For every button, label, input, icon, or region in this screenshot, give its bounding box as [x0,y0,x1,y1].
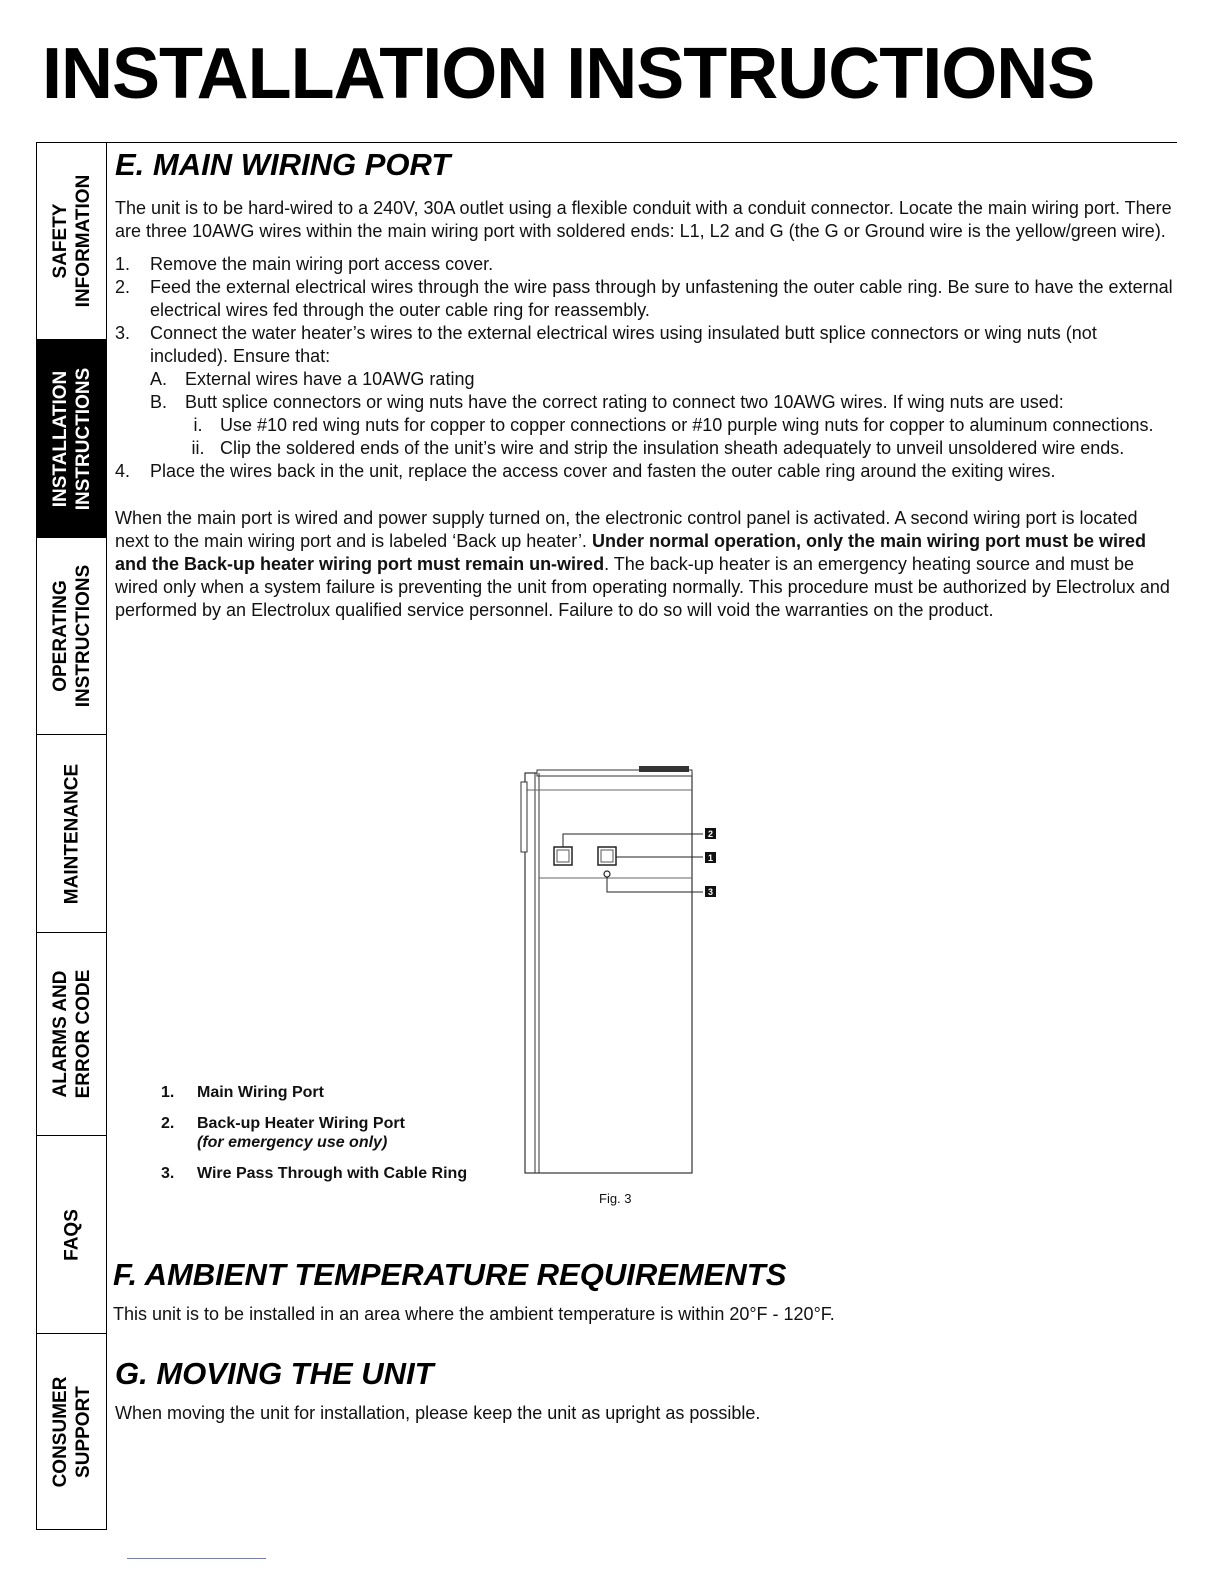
sidebar-tab-label: SAFETY INFORMATION [50,174,94,308]
step-text: Remove the main wiring port access cover. [150,254,494,275]
section-text: This unit is to be installed in an area where the ambient temperature is within 20°F - 120°F. [113,1304,835,1325]
callout-label-1: 1 [707,853,714,863]
legend-text: Back-up Heater Wiring Port [197,1115,405,1132]
section-heading: E. MAIN WIRING PORT [115,147,451,182]
legend-item [161,1114,467,1152]
section-heading: F. AMBIENT TEMPERATURE REQUIREMENTS [113,1257,787,1292]
sidebar-tab-label: ALARMS AND ERROR CODE [50,969,94,1099]
sidebar-tab-installation-instructions[interactable] [37,340,107,538]
figure-legend [161,1083,467,1195]
subsubstep-numeral: ii. [191,438,205,459]
step-number: 4. [115,461,131,482]
unit-body [525,773,692,1173]
section-text: When moving the unit for installation, please keep the unit as upright as possible. [115,1403,761,1424]
paragraph-text: . The back-up heater is an emergency heating source and must be wired only when a system failure is preventing the unit from operating normally. This procedure must be authorized by Electrolux and performed by an Electrolux qualified service personnel. Failure to do so will void the warranties on the product. [115,554,1170,621]
subsubstep-item [185,414,1175,437]
side-bracket [521,782,527,852]
step-item [115,460,1175,483]
sidebar-nav [36,143,107,1530]
wiring-steps-list [115,253,1175,483]
step-item [115,322,1175,460]
section-main-wiring-port [115,146,1175,622]
section-ambient-temperature [113,1256,1173,1326]
legend-item [161,1083,467,1102]
legend-text: Wire Pass Through with Cable Ring [197,1165,468,1182]
subsubstep-text: Use #10 red wing nuts for copper to copper connections or #10 purple wing nuts for copper to aluminum connections. [220,415,1154,436]
sidebar-tab-label: INSTALLATION INSTRUCTIONS [50,367,94,510]
sidebar-tab-label: MAINTENANCE [61,763,83,904]
backup-heater-paragraph [115,507,1175,622]
subsubstep-numeral: i. [193,415,203,436]
page-title: INSTALLATION INSTRUCTIONS [42,34,1095,114]
substep-item [150,368,1175,391]
sidebar-tab-label: OPERATING INSTRUCTIONS [50,564,94,708]
section-heading: G. MOVING THE UNIT [115,1356,434,1391]
legend-item [161,1164,467,1183]
substep-letter: A. [150,369,168,390]
step-number: 1. [115,254,131,275]
figure-3 [155,760,855,1220]
legend-number: 1. [161,1084,175,1101]
sidebar-tab-alarms-and-error-code[interactable] [37,933,107,1136]
sidebar-tab-safety-information[interactable] [37,143,107,340]
substep-text: Butt splice connectors or wing nuts have the correct rating to connect two 10AWG wires. If wing nuts are used: [185,392,1064,413]
step-text: Feed the external electrical wires through the wire pass through by unfastening the outer cable ring. Be sure to have the external electrical wires fed through the outer cable ring for reassembly. [150,277,1173,321]
subsubstep-item [185,437,1175,460]
sidebar-tab-operating-instructions[interactable] [37,538,107,735]
footer-link-line [127,1558,266,1559]
step-number: 3. [115,323,131,344]
step-item [115,276,1175,322]
section-intro: The unit is to be hard-wired to a 240V, 30A outlet using a flexible conduit with a conduit connector. Locate the main wiring port. There are three 10AWG wires within the main wiring port with soldered ends: L1, L2 and G (the G or Ground wire is the yellow/green wire). [115,198,1172,242]
step-text: Place the wires back in the unit, replace the access cover and fasten the outer cable ring around the exiting wires. [150,461,1056,482]
callout-label-3: 3 [707,887,714,897]
legend-text: Main Wiring Port [197,1084,324,1101]
legend-note: (for emergency use only) [197,1134,388,1151]
wire-pass-through [604,871,610,877]
header-rule [36,142,1177,143]
step-number: 2. [115,277,131,298]
substep-letter: B. [150,392,168,413]
substep-item [150,391,1175,460]
sidebar-tab-maintenance[interactable] [37,735,107,933]
subsubstep-text: Clip the soldered ends of the unit’s wire and strip the insulation sheath adequately to unveil unsoldered wire ends. [220,438,1125,459]
sidebar-tab-faqs[interactable] [37,1136,107,1334]
paragraph-warning-bold: Under normal operation, only the main wiring port must be wired and the Back-up heater wiring port must remain un-wired [115,531,1147,575]
legend-number: 2. [161,1115,175,1132]
top-pipe [639,766,689,772]
paragraph-text: When the main port is wired and power supply turned on, the electronic control panel is activated. A second wiring port is located next to the main wiring port and is labeled ‘Back up heater’. [115,508,1138,552]
figure-caption: Fig. 3 [599,1191,632,1206]
section-moving-unit [115,1355,1175,1425]
substep-text: External wires have a 10AWG rating [185,369,475,390]
step-text: Connect the water heater’s wires to the external electrical wires using insulated butt splice connectors or wing nuts (not included). Ensure that: [150,323,1097,367]
callout-label-2: 2 [707,829,714,839]
sidebar-tab-label: CONSUMER SUPPORT [50,1376,94,1488]
legend-number: 3. [161,1165,175,1182]
sidebar-tab-label: FAQS [61,1208,83,1261]
step-item [115,253,1175,276]
sidebar-tab-consumer-support[interactable] [37,1334,107,1530]
